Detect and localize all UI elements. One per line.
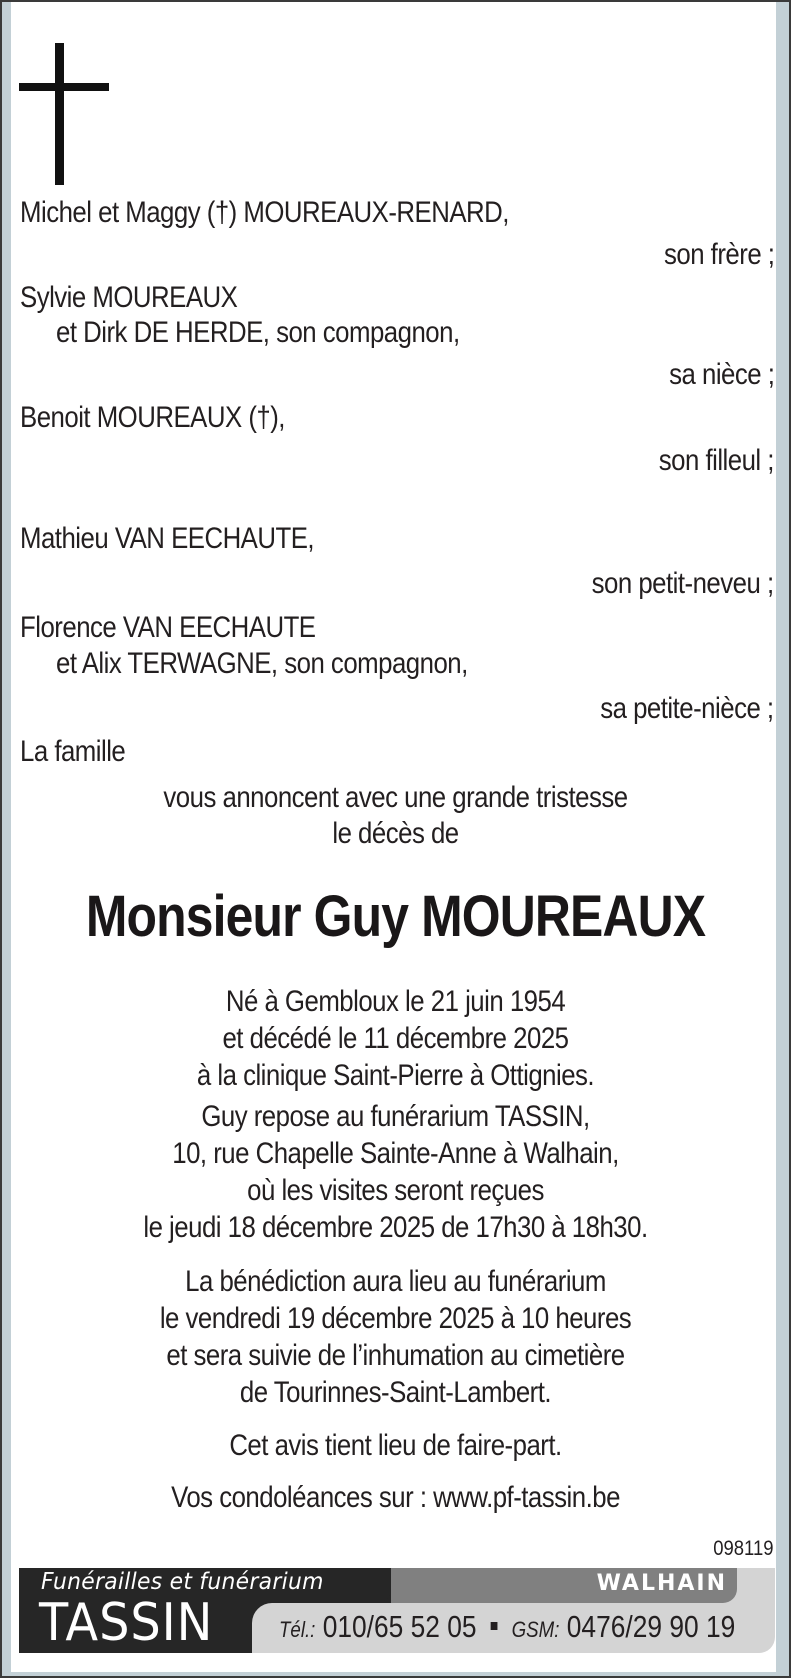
family-member-relation: sa petite-nièce ; — [600, 692, 774, 725]
death-place-line: à la clinique Saint-Pierre à Ottignies. — [196, 1059, 595, 1092]
family-member-relation: sa nièce ; — [668, 358, 774, 391]
announcement-line: le décès de — [332, 817, 459, 850]
latin-cross-icon — [19, 43, 109, 185]
family-label: La famille — [20, 735, 126, 768]
deceased-name: Monsieur Guy MOUREAUX — [85, 884, 706, 949]
visitation-line: le jeudi 18 décembre 2025 de 17h30 à 18h30. — [143, 1211, 648, 1244]
funeral-home-name: TASSIN — [39, 1593, 214, 1653]
visitation-line: où les visites seront reçues — [247, 1174, 544, 1207]
ceremony-line: de Tourinnes-Saint-Lambert. — [239, 1376, 552, 1409]
funeral-home-city: WALHAIN — [596, 1571, 727, 1596]
birth-line: Né à Gembloux le 21 juin 1954 — [225, 985, 566, 1018]
family-member-partner: et Alix TERWAGNE, son compagnon, — [56, 647, 468, 680]
family-member-relation: son frère ; — [663, 238, 774, 271]
tel-label: Tél.: — [279, 1617, 316, 1642]
contact-phones — [279, 1609, 735, 1645]
ceremony-line: le vendredi 19 décembre 2025 à 10 heures — [159, 1302, 632, 1335]
family-member-name: Mathieu VAN EECHAUTE, — [20, 522, 315, 555]
announcement-line: vous annoncent avec une grande tristesse — [163, 781, 628, 814]
death-line: et décédé le 11 décembre 2025 — [222, 1022, 569, 1055]
ceremony-line: La bénédiction aura lieu au funérarium — [185, 1265, 606, 1298]
gsm-label: GSM: — [511, 1617, 560, 1642]
family-member-relation: son filleul ; — [658, 444, 774, 477]
family-member-name: Michel et Maggy (†) MOUREAUX-RENARD, — [20, 196, 509, 229]
funeral-home-banner — [19, 1568, 775, 1653]
ceremony-line: et sera suivie de l’inhumation au cimetière — [166, 1339, 625, 1372]
reference-number: 098119 — [713, 1537, 774, 1560]
separator-square-icon — [491, 1622, 498, 1630]
condolences-link[interactable]: Vos condoléances sur : www.pf-tassin.be — [171, 1481, 620, 1514]
family-member-name: Sylvie MOUREAUX — [20, 281, 238, 314]
visitation-line: 10, rue Chapelle Sainte-Anne à Walhain, — [172, 1137, 619, 1170]
family-member-name: Florence VAN EECHAUTE — [20, 611, 316, 644]
visitation-line: Guy repose au funérarium TASSIN, — [201, 1100, 590, 1133]
notice-line: Cet avis tient lieu de faire-part. — [229, 1429, 562, 1462]
family-member-relation: son petit-neveu ; — [592, 567, 774, 600]
family-member-name: Benoit MOUREAUX (†), — [20, 401, 285, 434]
gsm-number[interactable]: 0476/29 90 19 — [566, 1609, 736, 1644]
family-member-partner: et Dirk DE HERDE, son compagnon, — [56, 316, 460, 349]
tel-number[interactable]: 010/65 52 05 — [322, 1609, 477, 1644]
funeral-home-subtitle: Funérailles et funérarium — [41, 1569, 324, 1595]
